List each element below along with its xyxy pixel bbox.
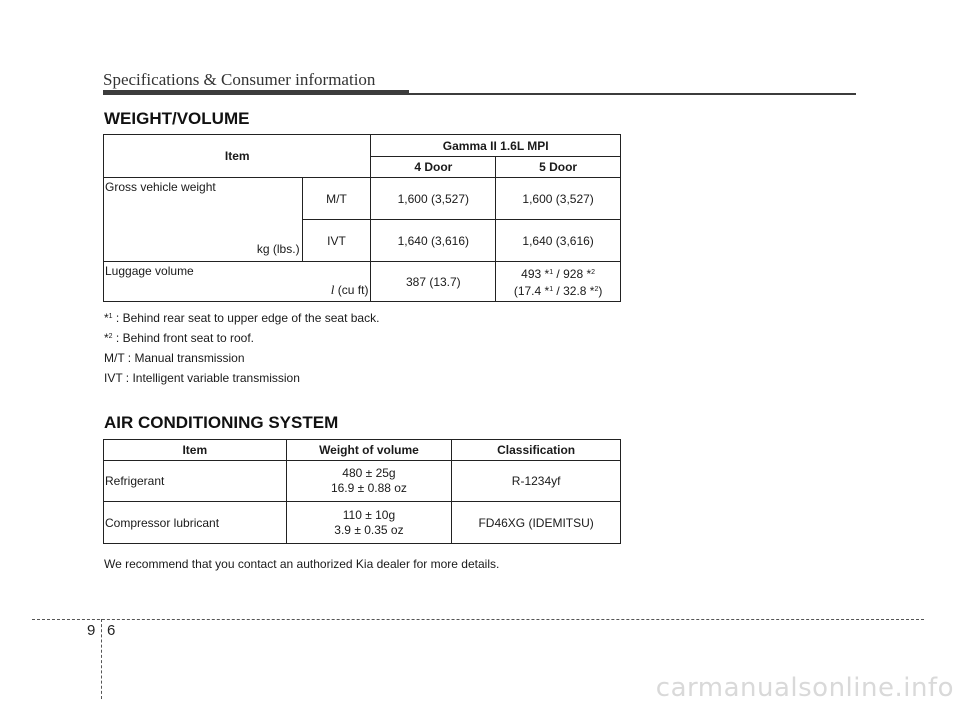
ac-item-refrigerant: Refrigerant: [104, 461, 287, 502]
luggage-5door-line2: (17.4 *$^1$ / 32.8 *$^2$): [513, 283, 603, 298]
ac-weight-refrigerant: 480 ± 25g 16.9 ± 0.88 oz: [286, 461, 452, 502]
page-number: 6: [107, 622, 116, 639]
air-conditioning-heading: AIR CONDITIONING SYSTEM: [104, 413, 339, 432]
engine-header: Gamma II 1.6L MPI: [371, 135, 621, 157]
gross-weight-cell: [104, 178, 303, 262]
watermark: carmanualsonline.info: [655, 673, 954, 703]
col-5door-header: 5 Door: [496, 157, 621, 178]
header-rule-thin: [409, 93, 856, 95]
trans-mt: M/T: [302, 178, 371, 220]
ac-class-refrigerant: R-1234yf: [452, 461, 621, 502]
cuft-unit: (cu ft): [337, 283, 369, 297]
ivt-5door: 1,640 (3,616): [496, 220, 621, 262]
luggage-cell: [104, 262, 371, 302]
ivt-4door: 1,640 (3,616): [371, 220, 496, 262]
liter-symbol: l: [330, 282, 335, 297]
ac-class-lubricant: FD46XG (IDEMITSU): [452, 502, 621, 544]
footnote-1: *$^1$ : Behind rear seat to upper edge of the seat back.: [104, 311, 380, 325]
section-header: Specifications & Consumer information: [103, 70, 376, 89]
gross-weight-label: Gross vehicle weight: [105, 180, 216, 194]
footer-rule: [32, 619, 924, 620]
ac-weight-header: Weight of volume: [286, 440, 452, 461]
item-header: Item: [104, 135, 371, 178]
col-4door-header: 4 Door: [371, 157, 496, 178]
weight-volume-table: [103, 134, 621, 302]
ac-class-header: Classification: [452, 440, 621, 461]
footer-vertical-rule: [101, 619, 102, 699]
note-mt: M/T : Manual transmission: [104, 351, 245, 365]
luggage-label: Luggage volume: [105, 264, 194, 278]
luggage-5door-line1: 493 *$^1$ / 928 *$^2$: [521, 266, 596, 281]
note-ivt: IVT : Intelligent variable transmission: [104, 371, 300, 385]
weight-volume-heading: WEIGHT/VOLUME: [104, 109, 250, 128]
mt-4door: 1,600 (3,527): [371, 178, 496, 220]
chapter-number: 9: [87, 622, 96, 639]
gross-weight-unit: kg (lbs.): [256, 242, 300, 256]
footnote-2: *$^2$ : Behind front seat to roof.: [104, 331, 254, 345]
dealer-recommendation: We recommend that you contact an authorized Kia dealer for more details.: [104, 557, 500, 571]
luggage-4door: 387 (13.7): [371, 262, 496, 302]
mt-5door: 1,600 (3,527): [496, 178, 621, 220]
ac-item-header: Item: [104, 440, 287, 461]
air-conditioning-table: [103, 439, 621, 544]
luggage-unit: [331, 282, 369, 298]
luggage-5door: [496, 262, 621, 302]
header-rule-thick: [103, 90, 409, 95]
ac-weight-lubricant: 110 ± 10g 3.9 ± 0.35 oz: [286, 502, 452, 544]
ac-item-lubricant: Compressor lubricant: [104, 502, 287, 544]
trans-ivt: IVT: [302, 220, 371, 262]
